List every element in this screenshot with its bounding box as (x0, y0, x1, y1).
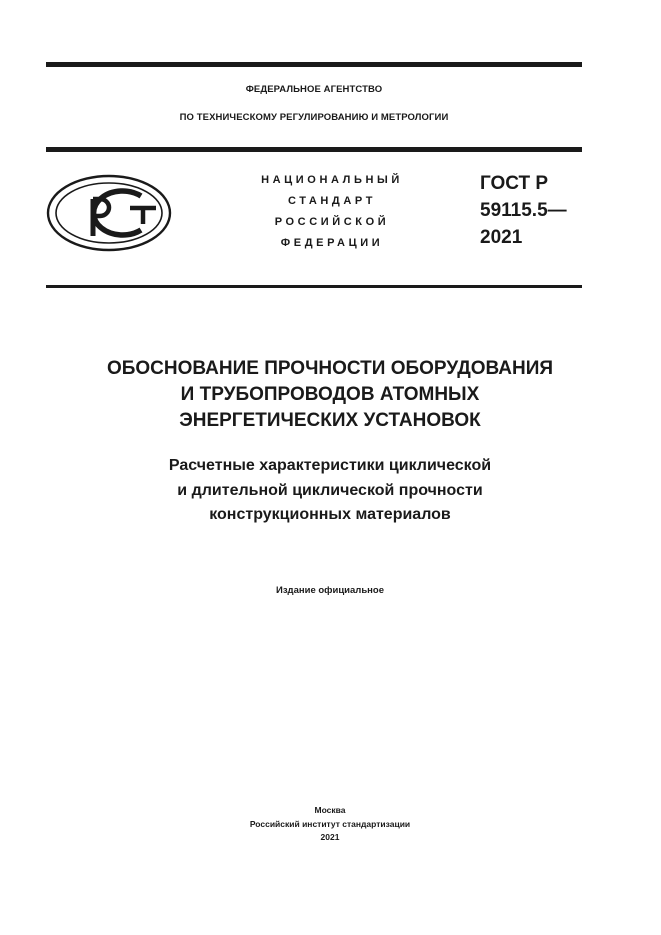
designation-line: 59115.5— (480, 200, 567, 221)
top-rule (46, 62, 582, 67)
agency-line-2: ПО ТЕХНИЧЕСКОМУ РЕГУЛИРОВАНИЮ И МЕТРОЛОГИИ (179, 112, 449, 123)
national-line: ФЕДЕРАЦИИ (280, 237, 384, 249)
gost-r-logo-icon (46, 174, 172, 252)
imprint (130, 804, 530, 845)
national-line: СТАНДАРТ (287, 195, 377, 207)
national-standard-label (222, 170, 442, 254)
subtitle-line: конструкционных материалов (209, 506, 451, 523)
logo-bottom-rule (46, 285, 582, 288)
title-line: И ТРУБОПРОВОДОВ АТОМНЫХ (180, 384, 480, 405)
document-subtitle (30, 454, 630, 528)
subtitle-line: и длительной циклической прочности (177, 481, 483, 499)
title-line: ЭНЕРГЕТИЧЕСКИХ УСТАНОВОК (179, 410, 481, 431)
designation-line: ГОСТ Р (480, 173, 549, 194)
edition-label: Издание официальное (276, 585, 384, 596)
document-title (30, 356, 630, 434)
national-line: НАЦИОНАЛЬНЫЙ (261, 174, 403, 186)
standard-designation (480, 170, 567, 251)
imprint-year: 2021 (320, 832, 340, 842)
subtitle-line: Расчетные характеристики циклической (168, 457, 492, 474)
title-line: ОБОСНОВАНИЕ ПРОЧНОСТИ ОБОРУДОВАНИЯ (106, 358, 554, 379)
agency-bottom-rule (46, 147, 582, 152)
imprint-publisher: Российский институт стандартизации (249, 818, 411, 829)
imprint-city: Москва (314, 805, 346, 815)
agency-line-1: ФЕДЕРАЛЬНОЕ АГЕНТСТВО (245, 84, 383, 95)
designation-line: 2021 (480, 227, 523, 248)
national-line: РОССИЙСКОЙ (274, 216, 390, 228)
